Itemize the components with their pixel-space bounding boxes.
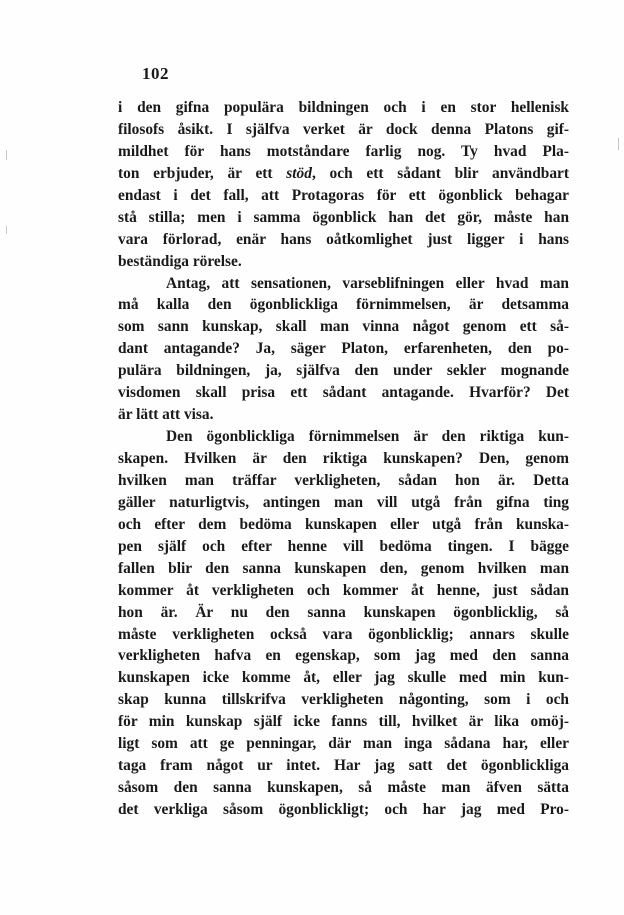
scan-edge-mark — [618, 138, 619, 150]
text-line: endast i det fall, att Protagoras för ett ögonblick behagar — [118, 186, 569, 204]
text-line: för min kunskap själf icke fanns till, hvilket är lika omöj- — [118, 713, 569, 731]
scan-edge-mark — [6, 150, 7, 160]
text-line: ligt som att ge penningar, där man inga sådana har, eller — [118, 735, 569, 753]
text-line: gäller naturligtvis, antingen man vill utgå från gifna ting — [118, 493, 569, 511]
text-line: stå stilla; men i samma ögonblick han det gör, måste han — [118, 208, 569, 226]
text-line: filosofs åsikt. I själfva verket är dock denna Platons gif- — [118, 120, 569, 138]
text-line: beständiga rörelse. — [118, 252, 242, 270]
scan-edge-mark — [6, 226, 7, 234]
text-line: måste verkligheten också vara ögonblicklig; annars skulle — [118, 625, 569, 643]
text-line: ton erbjuder, är ett stöd, och ett sådant blir användbart — [118, 164, 569, 182]
text-line: det verkliga såsom ögonblickligt; och har jag med Pro- — [118, 801, 569, 818]
text-line: verkligheten hafva en egenskap, som jag med den sanna — [118, 647, 569, 665]
text-line: visdomen skall prisa ett sådant antagande. Hvarför? Det — [118, 384, 569, 402]
text-line: i den gifna populära bildningen och i en stor hellenisk — [118, 99, 569, 116]
text-line: Antag, att sensationen, varseblifningen eller hvad man — [166, 274, 569, 292]
body-text — [118, 97, 569, 821]
text-line: skapen. Hvilken är den riktiga kunskapen? Den, genom — [118, 450, 569, 467]
text-line: pulära bildningen, ja, själfva den under sekler mognande — [118, 362, 569, 380]
text-line: mildhet för hans motståndare farlig nog. Ty hvad Pla- — [118, 142, 569, 160]
text-line: är lätt att visa. — [118, 406, 214, 424]
page-number: 102 — [142, 64, 169, 83]
text-line: kunskapen icke komme åt, eller jag skulle med min kun- — [118, 669, 569, 687]
text-line: såsom den sanna kunskapen, så måste man äfven sätta — [118, 779, 569, 797]
text-line: dant antagande? Ja, säger Platon, erfarenheten, den po- — [118, 340, 569, 358]
text-line: vara förlorad, enär hans oåtkomlighet just ligger i hans — [118, 230, 569, 248]
text-line: hvilken man träffar verkligheten, sådan hon är. Detta — [118, 471, 569, 489]
text-line: skap kunna tillskrifva verkligheten någonting, som i och — [118, 691, 569, 709]
emphasis: stöd — [286, 164, 312, 182]
text-line: som sann kunskap, skall man vinna något genom ett så- — [118, 318, 569, 336]
text-line: hon är. Är nu den sanna kunskapen ögonblicklig, så — [118, 603, 569, 621]
text-line: Den ögonblickliga förnimmelsen är den riktiga kun- — [166, 428, 569, 446]
text-line: fallen blir den sanna kunskapen den, genom hvilken man — [118, 559, 569, 577]
text-line: pen själf och efter henne vill bedöma tingen. I bägge — [118, 537, 569, 555]
text-line: må kalla den ögonblickliga förnimmelsen, är detsamma — [118, 296, 569, 314]
text-line: taga fram något ur intet. Har jag satt det ögonblickliga — [118, 757, 569, 775]
text-line: kommer åt verkligheten och kommer åt henne, just sådan — [118, 581, 569, 599]
text-line: och efter dem bedöma kunskapen eller utgå från kunska- — [118, 515, 569, 533]
